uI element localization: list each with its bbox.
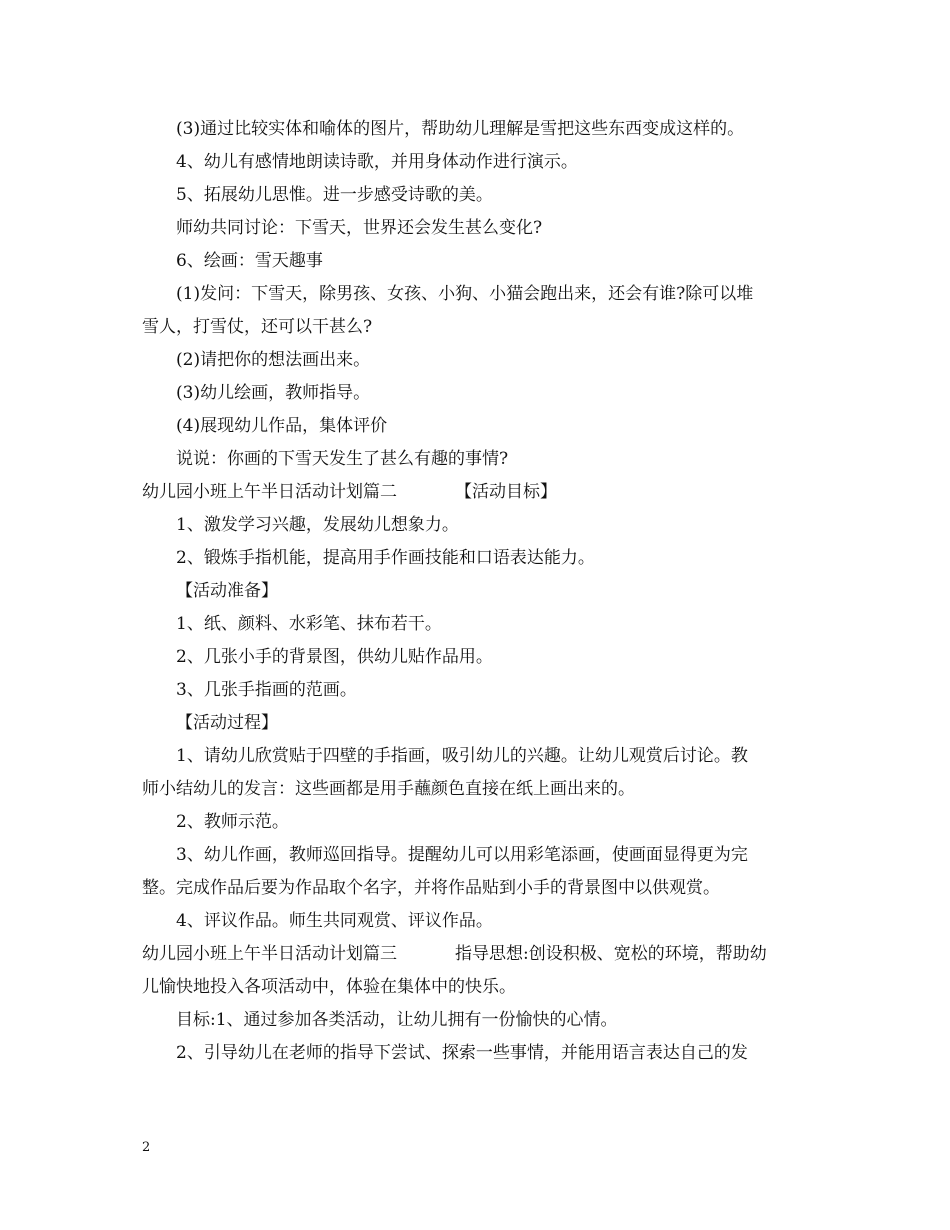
paragraph-line: 2、教师示范。 <box>176 812 289 832</box>
section-title: 幼儿园小班上午半日活动计划篇二 <box>142 482 397 502</box>
paragraph-line: 整。完成作品后要为作品取个名字，并将作品贴到小手的背景图中以供观赏。 <box>142 878 720 898</box>
paragraph-line: 2、引导幼儿在老师的指导下尝试、探索一些事情，并能用语言表达自己的发 <box>176 1043 748 1063</box>
paragraph-line: 4、幼儿有感情地朗读诗歌，并用身体动作进行演示。 <box>176 152 578 172</box>
page-number: 2 <box>142 1140 151 1155</box>
section-title: 幼儿园小班上午半日活动计划篇三 <box>142 944 397 964</box>
paragraph-line: 师小结幼儿的发言：这些画都是用手蘸颜色直接在纸上画出来的。 <box>142 779 635 799</box>
section-intro-text: 指导思想:创设积极、宽松的环境，帮助幼 <box>455 944 767 964</box>
section-heading-line <box>142 938 810 971</box>
section-subheading: 【活动目标】 <box>455 482 557 502</box>
paragraph-line: (3)通过比较实体和喻体的图片，帮助幼儿理解是雪把这些东西变成这样的。 <box>176 119 745 139</box>
paragraph-line: 说说：你画的下雪天发生了甚么有趣的事情? <box>176 449 509 469</box>
paragraph-line: 儿愉快地投入各项活动中，体验在集体中的快乐。 <box>142 977 516 997</box>
paragraph-line: (2)请把你的想法画出来。 <box>176 350 371 370</box>
paragraph-line: 4、评议作品。师生共同观赏、评议作品。 <box>176 911 493 931</box>
paragraph-line: 1、纸、颜料、水彩笔、抹布若干。 <box>176 614 442 634</box>
paragraph-line: 师幼共同讨论：下雪天，世界还会发生甚么变化? <box>176 218 543 238</box>
document-body <box>142 113 810 1070</box>
paragraph-line: 1、请幼儿欣赏贴于四壁的手指画，吸引幼儿的兴趣。让幼儿观赏后讨论。教 <box>176 746 748 766</box>
paragraph-line: (3)幼儿绘画，教师指导。 <box>176 383 371 403</box>
paragraph-line: 雪人，打雪仗，还可以干甚么? <box>142 317 373 337</box>
subheading-line: 【活动过程】 <box>176 713 278 733</box>
paragraph-line: (1)发问：下雪天，除男孩、女孩、小狗、小猫会跑出来，还会有谁?除可以堆 <box>176 284 754 304</box>
subheading-line: 【活动准备】 <box>176 581 278 601</box>
paragraph-line: 1、激发学习兴趣，发展幼儿想象力。 <box>176 515 459 535</box>
paragraph-line: 2、锻炼手指机能，提高用手作画技能和口语表达能力。 <box>176 548 595 568</box>
paragraph-line: 3、几张手指画的范画。 <box>176 680 357 700</box>
paragraph-line: (4)展现幼儿作品，集体评价 <box>176 416 388 436</box>
paragraph-line: 目标:1、通过参加各类活动，让幼儿拥有一份愉快的心情。 <box>176 1010 618 1030</box>
paragraph-line: 5、拓展幼儿思惟。进一步感受诗歌的美。 <box>176 185 493 205</box>
paragraph-line: 6、绘画：雪天趣事 <box>176 251 323 271</box>
paragraph-line: 3、幼儿作画，教师巡回指导。提醒幼儿可以用彩笔添画，使画面显得更为完 <box>176 845 748 865</box>
section-heading-line <box>142 476 810 509</box>
paragraph-line: 2、几张小手的背景图，供幼儿贴作品用。 <box>176 647 493 667</box>
